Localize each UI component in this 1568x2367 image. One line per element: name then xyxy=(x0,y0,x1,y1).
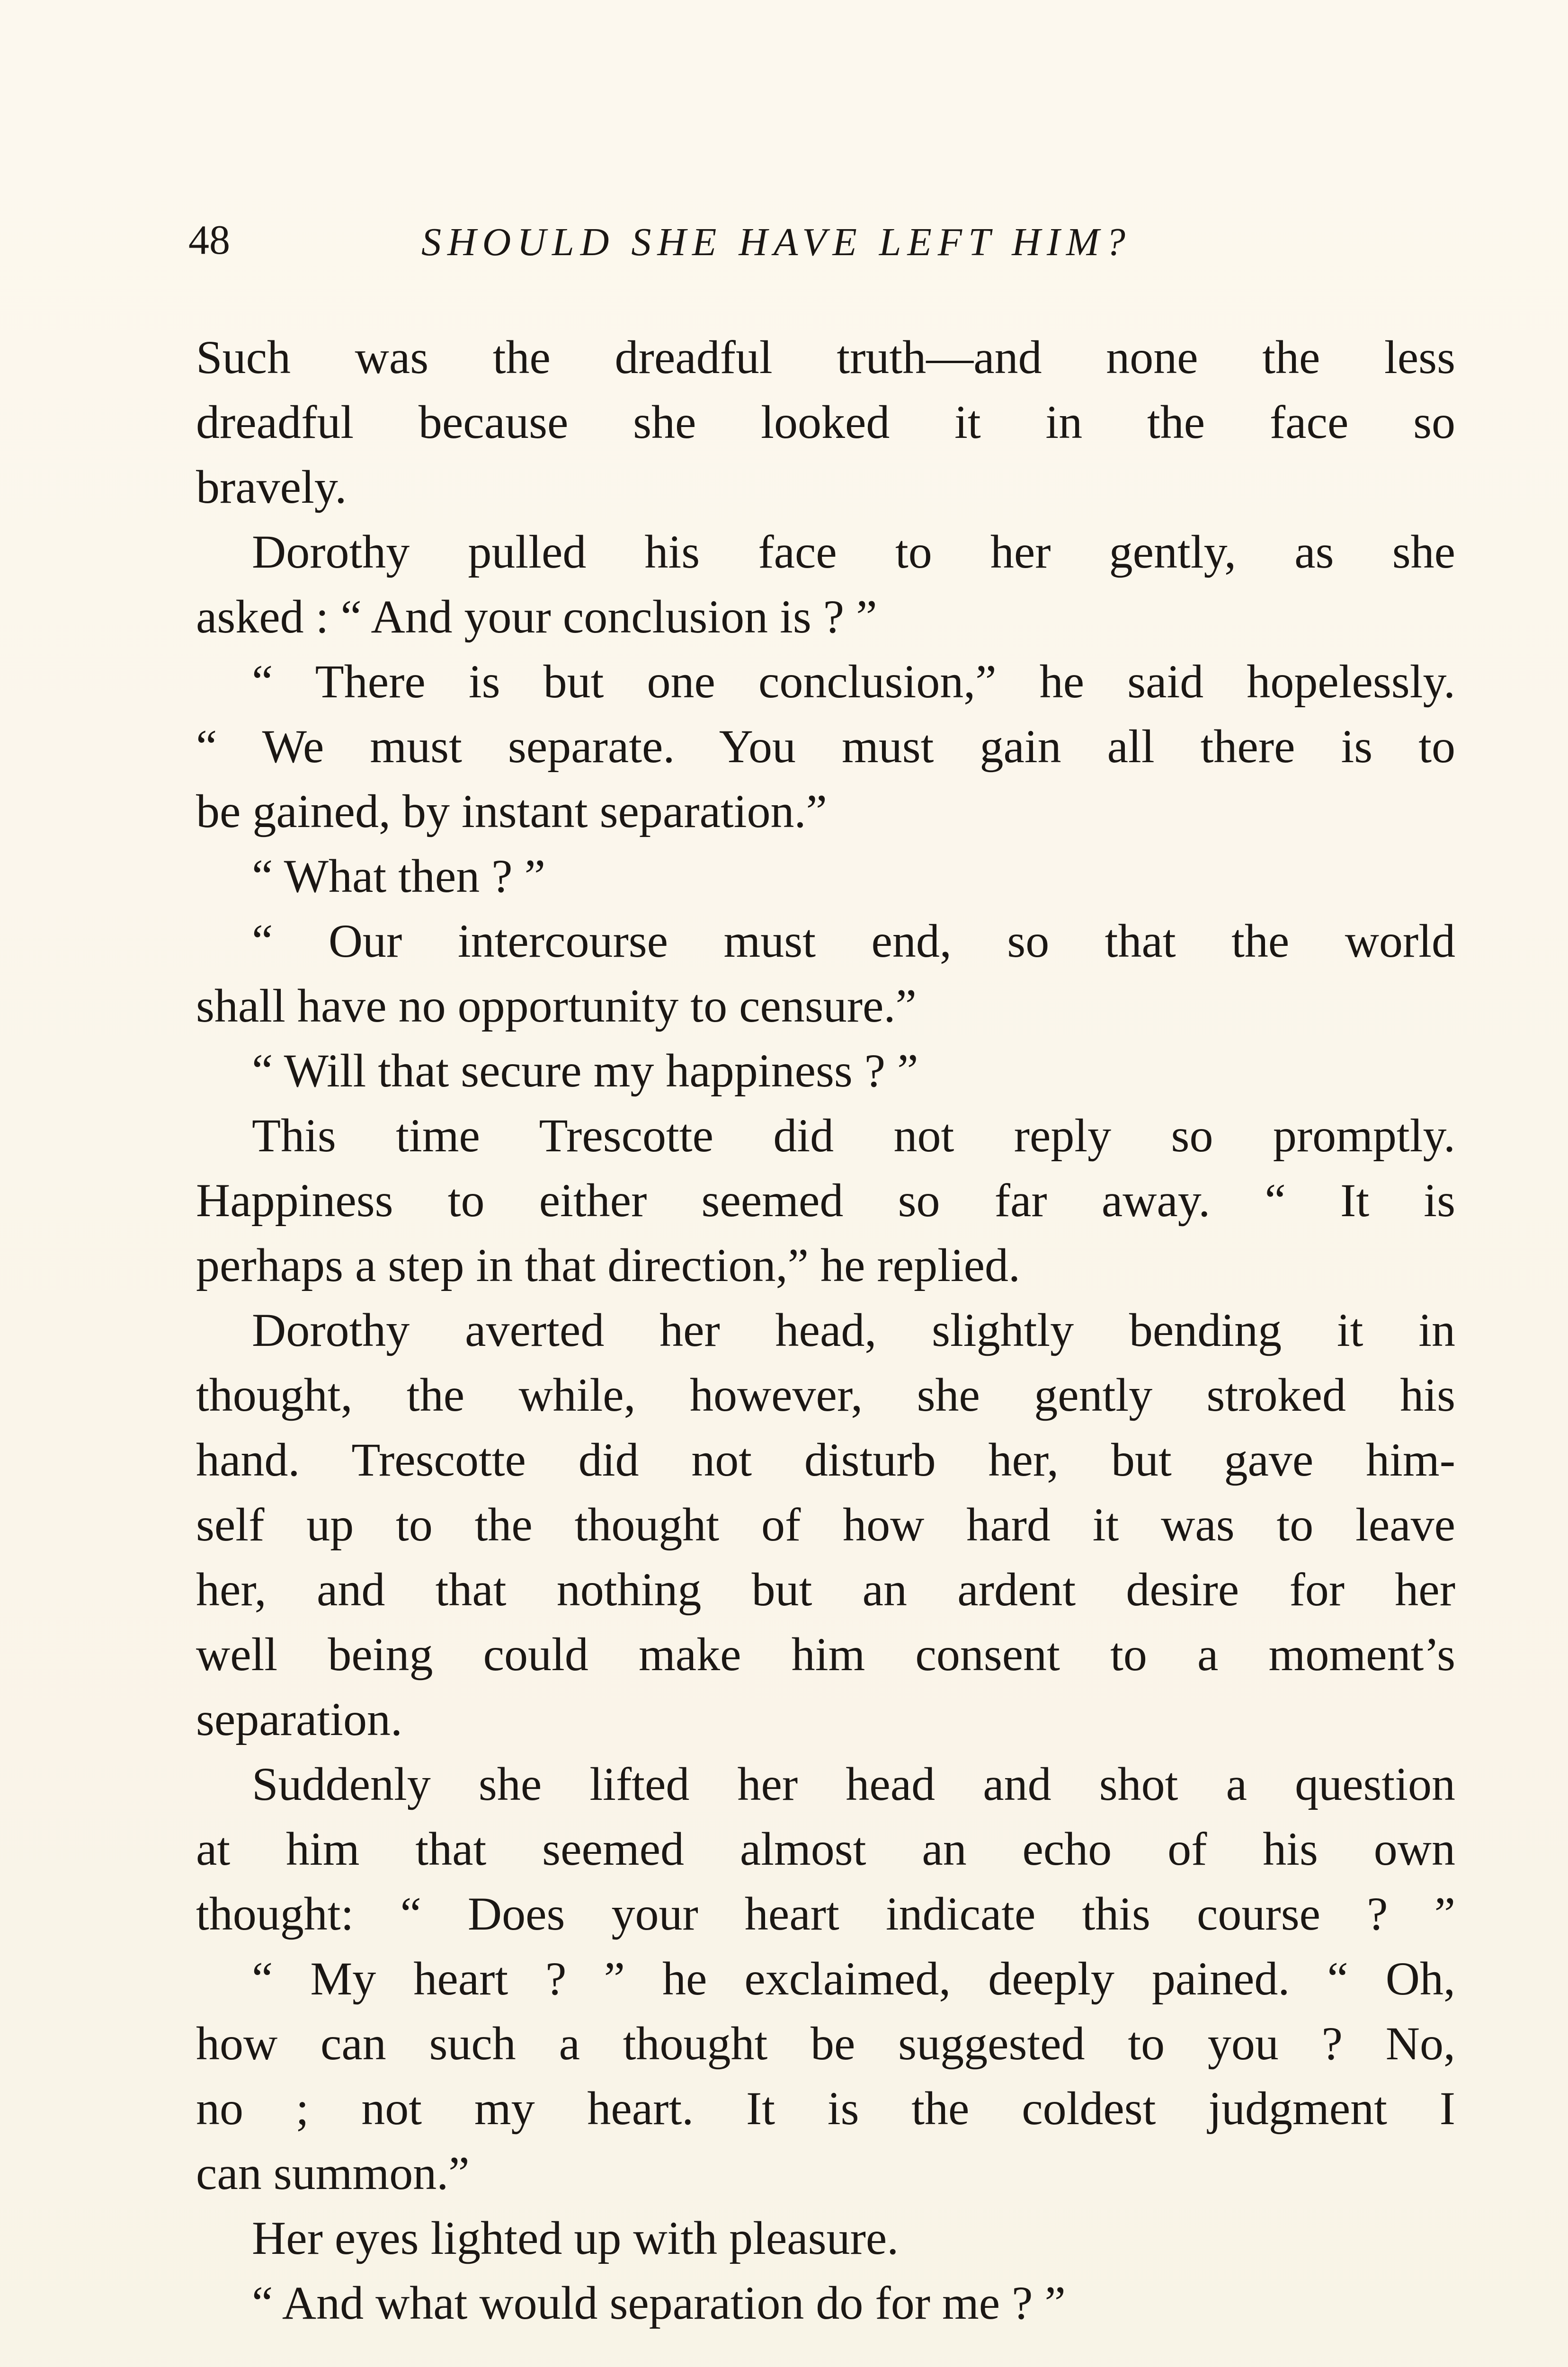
text-line-13: This time Trescotte did not reply so promptly. xyxy=(252,1109,1455,1162)
text-line-16: Dorothy averted her head, slightly bending it in xyxy=(252,1304,1455,1356)
text-line-24: at him that seemed almost an echo of his own xyxy=(196,1823,1455,1875)
text-line-25: thought: “ Does your heart indicate this course ? ” xyxy=(196,1887,1455,1940)
text-line-18: hand. Trescotte did not disturb her, but gave him- xyxy=(196,1433,1455,1486)
text-line-22: separation. xyxy=(196,1693,402,1745)
text-line-4: Dorothy pulled his face to her gently, as she xyxy=(252,525,1455,578)
text-line-10: “ Our intercourse must end, so that the world xyxy=(252,915,1455,967)
text-line-20: her, and that nothing but an ardent desire for her xyxy=(196,1563,1455,1616)
text-line-2: dreadful because she looked it in the face so xyxy=(196,396,1455,448)
text-line-11: shall have no opportunity to censure.” xyxy=(196,979,917,1032)
page-number: 48 xyxy=(188,217,230,263)
text-line-30: Her eyes lighted up with pleasure. xyxy=(252,2212,899,2264)
text-line-14: Happiness to either seemed so far away. “ It is xyxy=(196,1174,1455,1227)
page-header xyxy=(188,217,1467,281)
text-line-26: “ My heart ? ” he exclaimed, deeply pained. “ Oh, xyxy=(252,1952,1455,2005)
text-line-7: “ We must separate. You must gain all there is to xyxy=(196,720,1455,773)
text-line-27: how can such a thought be suggested to you ? No, xyxy=(196,2017,1455,2070)
text-line-31: “ And what would separation do for me ? ” xyxy=(252,2277,1066,2329)
text-line-12: “ Will that secure my happiness ? ” xyxy=(252,1044,918,1097)
text-line-29: can summon.” xyxy=(196,2147,470,2199)
text-line-19: self up to the thought of how hard it was to leave xyxy=(196,1498,1455,1551)
running-head: SHOULD SHE HAVE LEFT HIM? xyxy=(421,220,1131,264)
text-line-21: well being could make him consent to a moment’s xyxy=(196,1628,1455,1681)
text-line-23: Suddenly she lifted her head and shot a question xyxy=(252,1758,1455,1810)
text-line-5: asked : “ And your conclusion is ? ” xyxy=(196,590,877,643)
text-line-28: no ; not my heart. It is the coldest judgment I xyxy=(196,2082,1455,2135)
text-line-3: bravely. xyxy=(196,461,347,513)
text-line-9: “ What then ? ” xyxy=(252,850,546,902)
text-line-8: be gained, by instant separation.” xyxy=(196,785,827,837)
text-line-1: Such was the dreadful truth—and none the less xyxy=(196,331,1455,383)
text-line-6: “ There is but one conclusion,” he said hopelessly. xyxy=(252,655,1455,708)
text-line-15: perhaps a step in that direction,” he replied. xyxy=(196,1239,1021,1291)
body-text xyxy=(196,325,1455,2335)
text-line-17: thought, the while, however, she gently stroked his xyxy=(196,1369,1455,1421)
